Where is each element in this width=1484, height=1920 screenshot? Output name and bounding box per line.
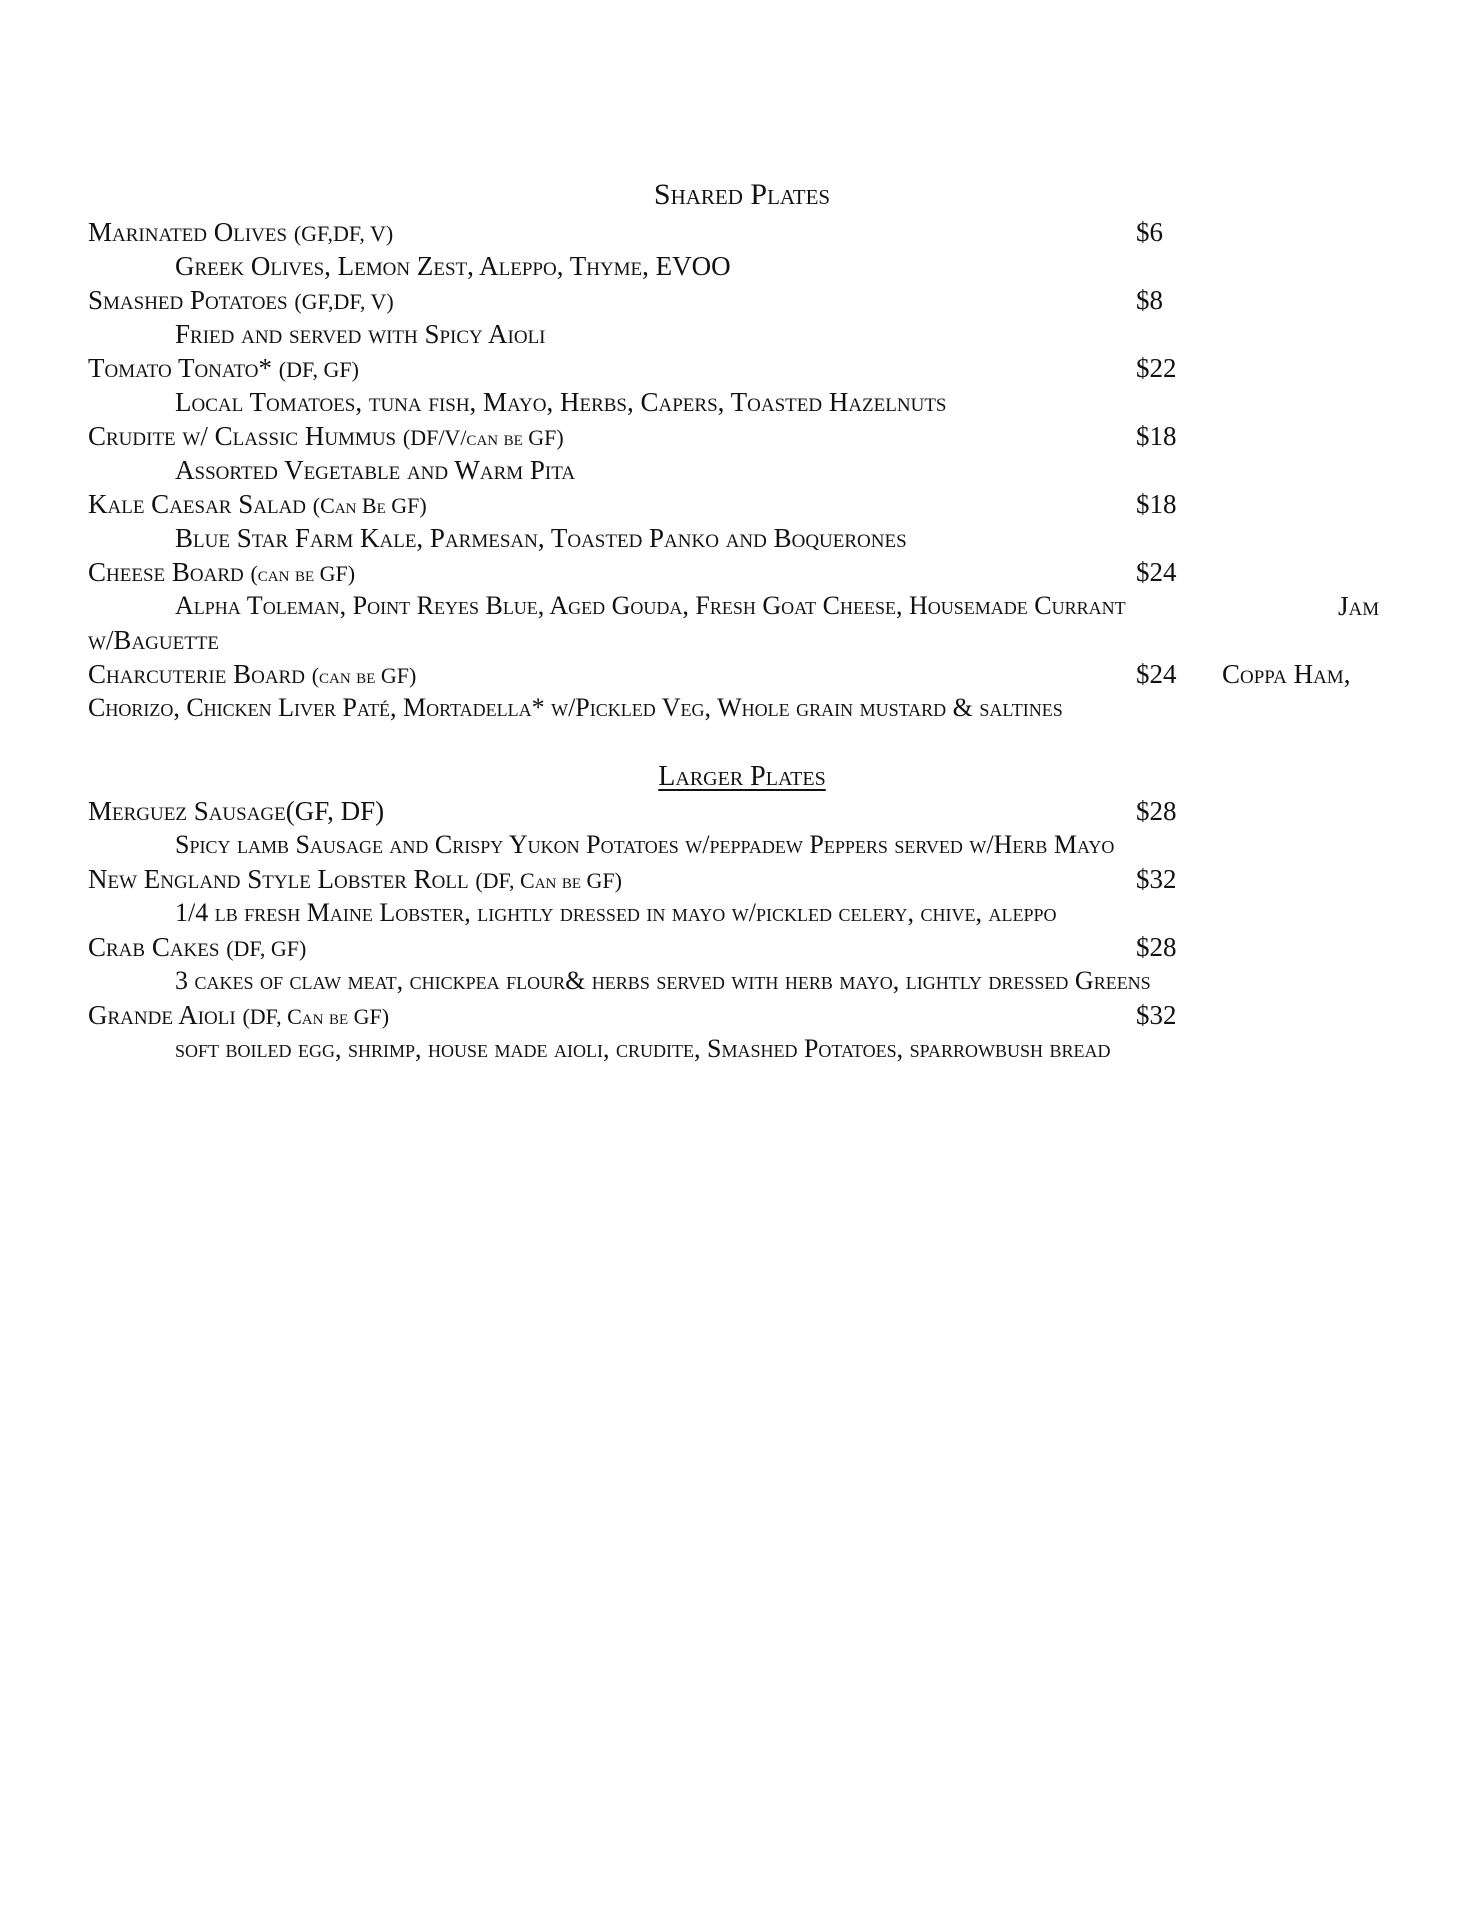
item-name-text: Grande Aioli <box>88 1000 236 1030</box>
item-description-wrap: Chorizo, Chicken Liver Paté, Mortadella* w/Pickled Veg, Whole grain mustard & saltines <box>88 693 1063 722</box>
item-name-text: Marinated Olives <box>88 217 288 247</box>
menu-item-name <box>88 998 389 1034</box>
item-name-text: Crab Cakes <box>88 932 220 962</box>
menu-item-name <box>88 930 306 966</box>
item-name-text: Smashed Potatoes <box>88 285 288 315</box>
dietary-note: (GF,DF, V) <box>293 221 394 246</box>
item-description: Blue Star Farm Kale, Parmesan, Toasted Panko and Boquerones <box>175 523 907 553</box>
item-name-text: Merguez Sausage(GF, DF) <box>88 796 385 826</box>
larger-plates-title: Larger Plates <box>658 761 826 792</box>
menu-item-name <box>88 794 384 828</box>
dietary-note: (DF, GF) <box>226 936 307 961</box>
item-name-text: Kale Caesar Salad <box>88 489 307 519</box>
dietary-note: (can be GF) <box>250 561 356 586</box>
item-name-text: New England Style Lobster Roll <box>88 864 469 894</box>
item-description: soft boiled egg, shrimp, house made aioli, crudite, Smashed Potatoes, sparrowbush bread <box>175 1034 1111 1063</box>
menu-item-name <box>88 419 564 455</box>
dietary-note: (DF/V/can be GF) <box>402 425 564 450</box>
menu-item-name <box>88 555 355 591</box>
menu-item-name <box>88 487 427 523</box>
item-description: Greek Olives, Lemon Zest, Aleppo, Thyme, EVOO <box>175 251 731 281</box>
item-price: $32 <box>1136 864 1177 894</box>
item-description-start: Coppa Ham, <box>1222 659 1351 689</box>
item-price: $6 <box>1136 217 1163 247</box>
menu-item-name <box>88 657 416 693</box>
item-price: $18 <box>1136 489 1177 519</box>
dietary-note: (GF,DF, V) <box>294 289 394 314</box>
item-price: $18 <box>1136 421 1177 451</box>
dietary-note: (Can Be GF) <box>312 493 427 518</box>
item-description-wrap: w/Baguette <box>88 625 220 655</box>
item-price: $8 <box>1136 285 1163 315</box>
item-price: $28 <box>1136 796 1177 826</box>
shared-plates-title: Shared Plates <box>653 178 831 211</box>
item-price: $22 <box>1136 353 1177 383</box>
dietary-note: (DF, GF) <box>278 357 359 382</box>
dietary-note: (DF, Can be GF) <box>242 1004 390 1029</box>
item-description: Alpha Toleman, Point Reyes Blue, Aged Gouda, Fresh Goat Cheese, Housemade Currant <box>175 591 1126 620</box>
menu-item-name <box>88 351 359 387</box>
menu-item-name <box>88 283 394 319</box>
item-price: $24 <box>1136 659 1177 689</box>
item-price: $32 <box>1136 1000 1177 1030</box>
menu-item-name <box>88 215 393 251</box>
item-description: 3 cakes of claw meat, chickpea flour& herbs served with herb mayo, lightly dressed Greens <box>175 966 1151 995</box>
item-description: Local Tomatoes, tuna fish, Mayo, Herbs, Capers, Toasted Hazelnuts <box>175 387 947 417</box>
dietary-note: (can be GF) <box>311 663 417 688</box>
item-name-text: Tomato Tonato* <box>88 353 273 383</box>
item-name-text: Crudite w/ Classic Hummus <box>88 421 397 451</box>
item-name-text: Charcuterie Board <box>88 659 305 689</box>
item-price: $28 <box>1136 932 1177 962</box>
item-description: 1/4 lb fresh Maine Lobster, lightly dressed in mayo w/pickled celery, chive, aleppo <box>175 898 1057 927</box>
item-price: $24 <box>1136 557 1177 587</box>
item-description: Assorted Vegetable and Warm Pita <box>175 455 576 485</box>
item-description: Spicy lamb Sausage and Crispy Yukon Potatoes w/peppadew Peppers served w/Herb Mayo <box>175 830 1115 859</box>
item-description-overflow: Jam <box>1338 591 1380 621</box>
item-name-text: Cheese Board <box>88 557 244 587</box>
item-description: Fried and served with Spicy Aioli <box>175 319 546 349</box>
menu-item-name <box>88 862 622 898</box>
dietary-note: (DF, Can be GF) <box>475 868 622 893</box>
